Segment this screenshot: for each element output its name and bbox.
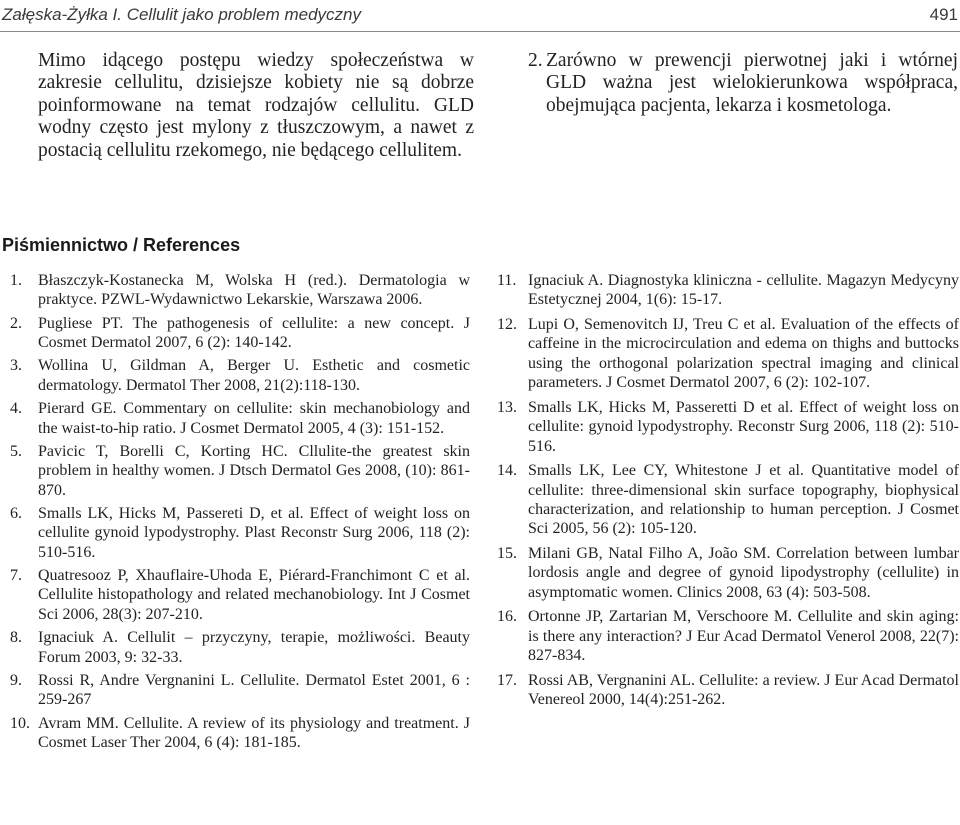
references-column-right (497, 271, 959, 715)
body-item-number: 2. (528, 50, 543, 71)
reference-text: Pierard GE. Commentary on cellulite: skin mechanobiology and the waist-to-hip ratio. J Cosmet Dermatol 2005, 4 (3): 151-152. (38, 400, 470, 437)
reference-number: 9. (10, 671, 22, 689)
running-header (0, 0, 960, 32)
reference-text: Lupi O, Semenovitch IJ, Treu C et al. Evaluation of the effects of caffeine in the microcirculation and edema on thighs and buttocks using the orthogonal polarization spectral imaging and clinical parameters. J Cosmet Dermatol 2007, 6 (2): 102-107. (528, 316, 959, 392)
reference-number: 11. (497, 272, 517, 289)
references-heading: Piśmiennictwo / References (2, 235, 241, 255)
reference-item (10, 628, 470, 667)
reference-item (10, 271, 470, 310)
reference-number: 10. (10, 714, 30, 732)
reference-text: Pavicic T, Borelli C, Korting HC. Cllulite-the greatest skin problem in healthy women. J Dtsch Dermatol Ges 2008, (10): 861-870. (38, 442, 470, 499)
reference-item (10, 442, 470, 500)
body-item-right (528, 50, 958, 117)
reference-item (10, 504, 470, 562)
references-column-left (10, 271, 470, 756)
reference-text: Smalls LK, Lee CY, Whitestone J et al. Quantitative model of cellulite: three-dimensional skin surface topography, biophysical characterization, and relationship to human perception. J Cosmet Sci 2005, 56 (2): 105-120. (528, 462, 959, 538)
reference-text: Rossi AB, Vergnanini AL. Cellulite: a review. J Eur Acad Dermatol Venereol 2000, 14(4):251-262. (528, 671, 959, 709)
body-paragraph-left: Mimo idącego postępu wiedzy społeczeństwa w zakresie cellulitu, dzisiejsze kobiety nie są dobrze poinformowane na temat rodzajów cellulitu. GLD wodny często jest mylony z tłuszczowym, a nawet z postacią cellulitu rzekomego, nie będącego cellulitem. (38, 50, 474, 161)
reference-number: 6. (10, 504, 22, 522)
reference-text: Smalls LK, Hicks M, Passereti D, et al. Effect of weight loss on cellulite gynoid lypodystrophy. Plast Reconstr Surg 2006, 118 (2): 510-516. (38, 504, 470, 561)
reference-number: 15. (497, 545, 517, 563)
reference-number: 8. (10, 629, 22, 647)
reference-text: Milani GB, Natal Filho A, João SM. Correlation between lumbar lordosis angle and degree of gynoid lipodystrophy (cellulite) in asymptomatic women. Clinics 2008, 63 (4): 503-508. (528, 545, 959, 601)
reference-item (497, 398, 959, 456)
reference-number: 3. (10, 357, 22, 375)
reference-text: Pugliese PT. The pathogenesis of cellulite: a new concept. J Cosmet Dermatol 2007, 6 (2): 140-142. (38, 314, 470, 352)
reference-number: 17. (497, 671, 517, 689)
reference-item (497, 607, 959, 665)
reference-number: 13. (497, 398, 517, 416)
running-title: Załęska-Żyłka I. Cellulit jako problem medyczny (2, 5, 362, 24)
reference-number: 16. (497, 608, 517, 626)
reference-text: Ortonne JP, Zartarian M, Verschoore M. Cellulite and skin aging: is there any interaction? J Eur Acad Dermatol Venerol 2008, 22(7): 827-834. (528, 608, 959, 665)
reference-number: 5. (10, 442, 22, 460)
reference-text: Quatresooz P, Xhauflaire-Uhoda E, Piérard-Franchimont C et al. Cellulite histopathology and related mechanobiology. Int J Cosmet Sci 2006, 28(3): 207-210. (38, 567, 470, 623)
reference-item (10, 314, 470, 353)
reference-number: 14. (497, 462, 517, 480)
reference-number: 12. (497, 316, 517, 333)
reference-text: Rossi R, Andre Vergnanini L. Cellulite. Dermatol Estet 2001, 6 : 259-267 (38, 671, 470, 709)
reference-text: Wollina U, Gildman A, Berger U. Esthetic and cosmetic dermatology. Dermatol Ther 2008, 21(2):118-130. (38, 357, 470, 394)
reference-number: 1. (10, 272, 22, 289)
reference-text: Avram MM. Cellulite. A review of its physiology and treatment. J Cosmet Laser Ther 2004, 6 (4): 181-185. (38, 714, 470, 751)
reference-item (10, 356, 470, 395)
reference-item (497, 315, 959, 393)
reference-text: Błaszczyk-Kostanecka M, Wolska H (red.). Dermatologia w praktyce. PZWL-Wydawnictwo Lekarskie, Warszawa 2006. (38, 272, 470, 309)
reference-item (497, 271, 959, 310)
reference-number: 2. (10, 314, 22, 332)
reference-item (10, 671, 470, 710)
body-item-text: Zarówno w prewencji pierwotnej jaki i wtórnej GLD ważna jest wielokierunkowa współpraca, obejmująca pacjenta, lekarza i kosmetologa. (546, 50, 958, 116)
reference-text: Smalls LK, Hicks M, Passeretti D et al. Effect of weight loss on cellulite: gynoid lypodystrophy. Reconstr Surg 2006, 118 (2): 510-516. (528, 398, 959, 455)
reference-item (10, 399, 470, 438)
reference-item (497, 544, 959, 602)
reference-item (10, 714, 470, 753)
reference-number: 4. (10, 400, 22, 418)
reference-item (10, 566, 470, 624)
reference-text: Ignaciuk A. Cellulit – przyczyny, terapie, możliwości. Beauty Forum 2003, 9: 32-33. (38, 629, 470, 666)
reference-item (497, 671, 959, 710)
reference-item (497, 461, 959, 539)
reference-number: 7. (10, 567, 22, 585)
reference-text: Ignaciuk A. Diagnostyka kliniczna - cellulite. Magazyn Medycyny Estetycznej 2004, 1(6): 15-17. (528, 272, 959, 309)
page-number: 491 (929, 5, 958, 24)
